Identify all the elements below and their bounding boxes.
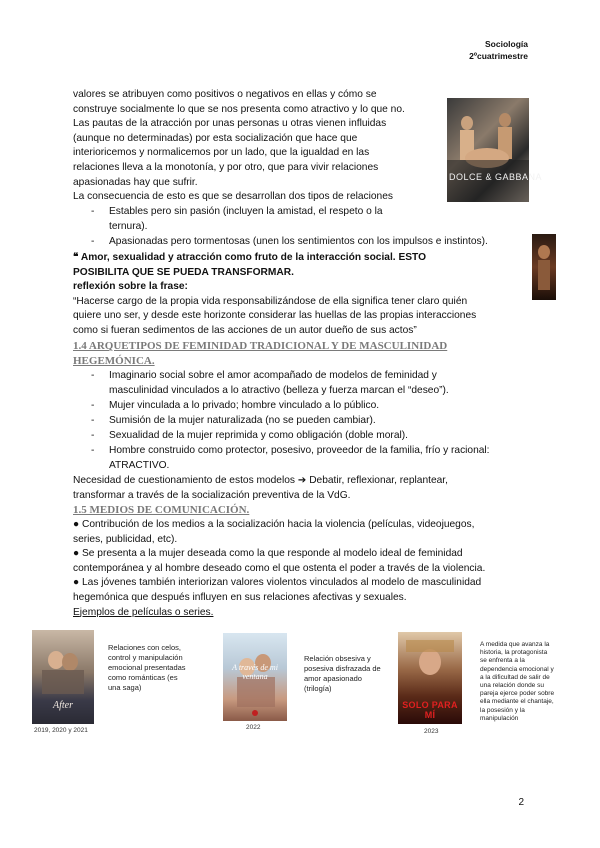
caption-line: manipulación	[480, 714, 519, 722]
bold-line	[73, 251, 533, 266]
bullet-dash: -	[91, 370, 95, 381]
list-item-text: Estables pero sin pasión (incluyen la amistad, el respeto o la	[109, 206, 383, 217]
list-item-text: ATRACTIVO.	[109, 459, 170, 471]
caption-line: amor apasionado	[304, 674, 362, 683]
caption-line: Relaciones con celos,	[108, 643, 181, 652]
film-caption	[480, 641, 572, 723]
caption-line: se enfrenta a la	[480, 657, 525, 665]
bullet-point: series, publicidad, etc).	[73, 533, 178, 545]
text-line: interioricemos y normalicemos por un lado, que la igualdad en las	[73, 147, 370, 159]
quote-line: como si fueran sedimentos de las acciones de un autor dueño de sus actos”	[73, 324, 417, 336]
section-1-5-points	[73, 518, 533, 620]
poster-title: SOLO PARA MÍ	[402, 700, 458, 720]
film-caption	[108, 643, 208, 693]
quote-line: “Hacerse cargo de la propia vida responsabilizándose de ella significa tener claro quién	[73, 295, 468, 307]
bullet-dash: -	[91, 206, 95, 217]
film-years: 2022	[246, 724, 261, 731]
bold-line: POSIBILITA QUE SE PUEDA TRANSFORMAR.	[73, 266, 294, 278]
caption-line: A medida que avanza la	[480, 641, 550, 648]
list-item-text: Imaginario social sobre el amor acompañado de modelos de feminidad y	[109, 370, 437, 381]
heading-line: 1.4 ARQUETIPOS DE FEMINIDAD TRADICIONAL Y DE MASCULINIDAD	[73, 340, 448, 352]
poster-title: A través de mi ventana	[232, 663, 278, 681]
page-header	[469, 38, 528, 62]
list-item-text: Sexualidad de la mujer reprimida y como obligación (doble moral).	[109, 430, 408, 441]
intro-paragraph	[73, 88, 443, 205]
bullet-dash: -	[91, 430, 95, 441]
bullet-dash: -	[91, 445, 95, 456]
caption-line: historia, la protagonista	[480, 649, 548, 657]
film-years: 2023	[424, 728, 439, 735]
caption-line: una relación donde su	[480, 682, 544, 690]
photo-figure	[532, 234, 556, 300]
caption-line: pareja ejerce poder sobre	[480, 690, 555, 698]
section-heading-1-5: 1.5 MEDIOS DE COMUNICACIÓN.	[73, 504, 250, 516]
caption-line: control y manipulación	[108, 653, 183, 662]
text-line: apasionadas hay que sufrir.	[73, 176, 198, 188]
examples-label: Ejemplos de películas o series.	[73, 606, 214, 618]
text-line: La consecuencia de esto es que se desarrollan dos tipos de relaciones	[73, 191, 393, 203]
ad-figures-illustration	[447, 98, 543, 202]
term-label: 2ºcuatrimestre	[469, 51, 528, 61]
caption-line: Relación obsesiva y	[304, 654, 371, 663]
list-item-text: Sumisión de la mujer naturalizada (no se pueden cambiar).	[109, 415, 376, 426]
couple-photo-image	[532, 234, 556, 300]
dolce-gabbana-ad-image	[447, 98, 543, 202]
bullet-point: contemporánea y al hombre deseado como el que ostenta el poder a través de la violencia.	[73, 562, 486, 574]
list-item-text: ternura).	[109, 220, 148, 232]
bullet-point: ● Contribución de los medios a la socialización hacia la violencia (películas, videojuegos,	[73, 519, 475, 530]
text-line: Las pautas de la atracción por unas personas u otras vienen influidas	[73, 118, 387, 130]
text-line: construye socialmente lo que se nos presenta como atractivo y lo que no.	[73, 103, 405, 115]
caption-line: una saga)	[108, 683, 142, 692]
subject-label: Sociología	[485, 39, 528, 49]
bullet-dash: -	[91, 400, 95, 411]
caption-line: dependencia emocional y	[480, 665, 554, 673]
quote-line: quiere uno ser, y desde este horizonte considerar las huellas de las propias interacciones	[73, 310, 477, 322]
caption-line: la posesión y la	[480, 706, 525, 714]
text-line: relaciones lleva a la monotonía, y por otro, que para vivir relaciones	[73, 161, 379, 173]
bullet-dash: -	[91, 415, 95, 426]
film-poster-after	[32, 630, 94, 724]
film-poster-solo-para-mi	[398, 632, 462, 724]
text-line: (aunque no determinadas) por esta socialización que hace que	[73, 132, 358, 144]
text-line: valores se atribuyen como positivos o negativos en ellas y cómo se	[73, 89, 377, 100]
page-number: 2	[518, 797, 524, 808]
caption-line: emocional presentadas	[108, 663, 186, 672]
bullet-point: ● Se presenta a la mujer deseada como la que responde al modelo ideal de feminidad	[73, 548, 463, 560]
film-poster-a-traves-de-mi-ventana	[223, 633, 287, 721]
poster-title: After	[53, 700, 73, 711]
list-item-text: Hombre construido como protector, posesivo, proveedor de la familia, frío y racional:	[109, 445, 490, 456]
list-item-text: masculinidad vinculados a lo atractivo (belleza y fuerza marcan el “deseo”).	[109, 384, 449, 396]
film-caption	[304, 654, 404, 694]
ad-brand-text: DOLCE & GABBANA	[449, 172, 543, 182]
bold-text: Amor, sexualidad y atracción como fruto de la interacción social. ESTO	[80, 252, 427, 263]
text-line: Necesidad de cuestionamiento de estos modelos ➔ Debatir, reflexionar, replantear,	[73, 475, 448, 486]
caption-line: como románticas (es	[108, 673, 178, 682]
section-1-4-closing	[73, 474, 533, 503]
bullet-dash: -	[91, 236, 95, 247]
list-item-text: Apasionadas pero tormentosas (unen los sentimientos con los impulsos e instintos).	[109, 236, 488, 247]
bold-line: reflexión sobre la frase:	[73, 281, 188, 293]
quote-block	[73, 251, 533, 339]
section-heading-1-4	[73, 339, 513, 369]
heading-line: HEGEMÓNICA.	[73, 355, 155, 367]
bullet-point: ● Las jóvenes también interiorizan valores violentos vinculados al modelo de masculinidad	[73, 577, 482, 589]
text-line: transformar a través de la socialización preventiva de la VdG.	[73, 489, 351, 501]
quote-mark-icon: ❝	[73, 252, 79, 263]
caption-line: posesiva disfrazada de	[304, 664, 381, 673]
film-years: 2019, 2020 y 2021	[34, 727, 88, 734]
caption-line: ella mediante el chantaje,	[480, 698, 554, 706]
caption-line: (trilogía)	[304, 684, 332, 693]
list-item-text: Mujer vinculada a lo privado; hombre vinculado a lo público.	[109, 400, 380, 411]
caption-line: a la dificultad de salir de	[480, 673, 550, 681]
bullet-point: hegemónica que después influyen en sus relaciones afectivas y sexuales.	[73, 591, 407, 603]
